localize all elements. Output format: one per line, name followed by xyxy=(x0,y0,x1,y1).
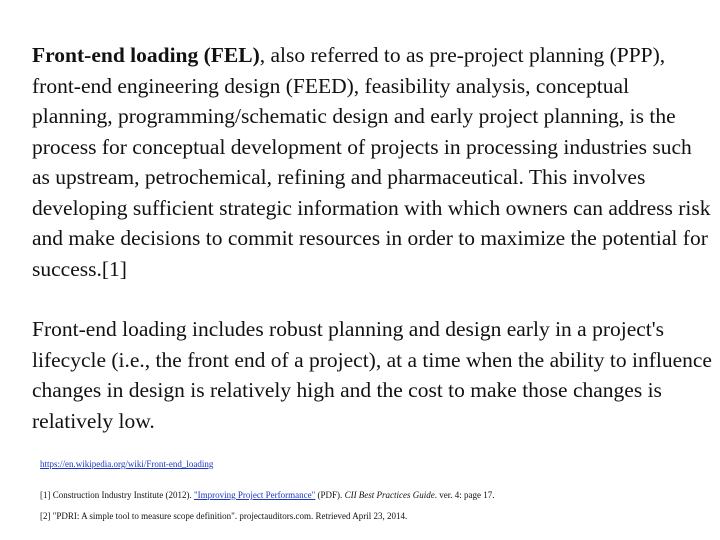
paragraph-definition xyxy=(32,40,712,284)
term-bold: Front-end loading (FEL) xyxy=(32,43,260,67)
source-link[interactable]: https://en.wikipedia.org/wiki/Front-end_loading xyxy=(40,459,214,469)
reference-1-suffix: . ver. 4: page 17. xyxy=(434,490,495,500)
reference-1-publication: CII Best Practices Guide xyxy=(344,490,435,500)
reference-1 xyxy=(40,489,710,501)
paragraph-definition-text: , also referred to as pre-project planning (PPP), front-end engineering design (FEED), feasibility analysis, conceptual planning, programming/schematic design and early project planning, is the process for conceptual development of projects in processing industries such as upstream, petrochemical, refining and pharmaceutical. This involves developing sufficient strategic information with which owners can address risk and make decisions to commit resources in order to maximize the potential for success.[1] xyxy=(32,43,711,281)
reference-1-link[interactable]: "Improving Project Performance" xyxy=(193,490,316,500)
reference-2: [2] "PDRI: A simple tool to measure scope definition". projectauditors.com. Retrieved April 23, 2014. xyxy=(40,511,408,521)
reference-1-middle: (PDF). xyxy=(315,490,345,500)
reference-1-prefix: [1] Construction Industry Institute (2012). xyxy=(40,490,194,500)
paragraph-description: Front-end loading includes robust planning and design early in a project's lifecycle (i.e., the front end of a project), at a time when the ability to influence changes in design is relatively high and the cost to make those changes is relatively low. xyxy=(32,317,712,433)
